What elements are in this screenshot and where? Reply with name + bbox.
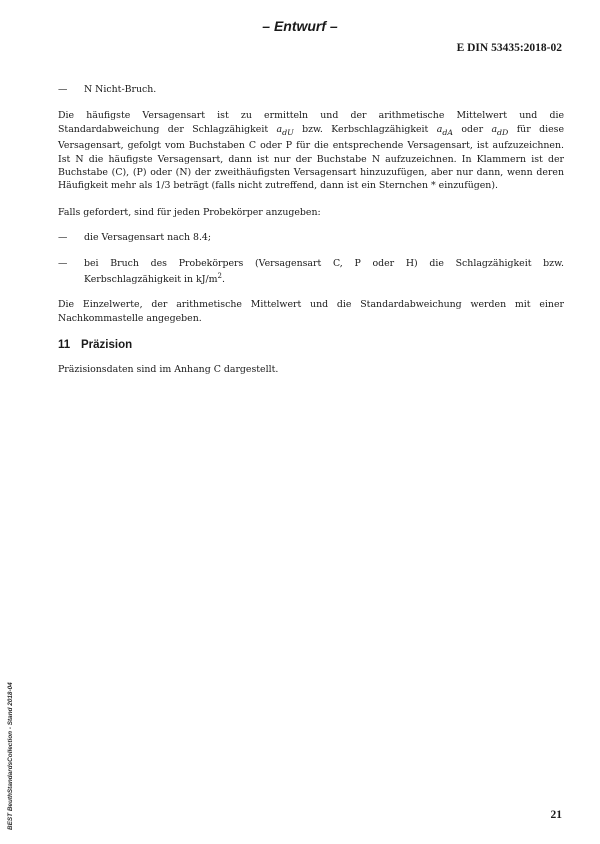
- list-item-bruch: [58, 257, 564, 287]
- list-item-text: N Nicht-Bruch.: [84, 84, 157, 95]
- para-text: oder: [452, 123, 492, 135]
- dash-bullet: —: [58, 84, 68, 95]
- list-item-nicht-bruch: [58, 83, 564, 96]
- section-heading: [58, 339, 564, 352]
- section-number: 11: [58, 339, 71, 352]
- variable-adD: $a_{dD}$: [491, 123, 509, 137]
- para-text: für diese Versagensart, gefolgt vom Buchstaben C oder P für die entsprechende Versagensart, ist aufzuzeichnen. Ist N die häufigste Versagensart, dann ist nur der Buchstabe N aufzuzeichnen. In Klammern ist der Buchstabe (C), (P) oder (N) der zweithäufigsten Versagensart hinzuzufügen, aber nur dann, wenn deren Häufigkeit mehr als 1/3 beträgt (falls nicht zutreffend, dann ist ein Sternchen * einzufügen).: [58, 123, 565, 192]
- dash-bullet: —: [58, 232, 68, 244]
- paragraph-praezisionsdaten: Präzisionsdaten sind im Anhang C dargestellt.: [58, 363, 279, 375]
- paragraph-falls-gefordert: Falls gefordert, sind für jeden Probekörper anzugeben:: [58, 206, 321, 218]
- list-item-text: die Versagensart nach 8.4;: [84, 232, 212, 244]
- side-watermark-text: BEST BeuthStandardsCollection - Stand 2018-04: [7, 682, 14, 830]
- list-item-versagensart: [58, 231, 564, 244]
- para-text: bzw. Kerbschlagzähigkeit: [293, 123, 437, 135]
- document-body: [58, 83, 564, 376]
- list-item-text: bei Bruch des Probekörpers (Versagensart C, P oder H) die Schlagzähigkeit bzw. Kerbschlagzähigkeit in $kJ/m^2$.: [84, 257, 564, 286]
- draft-title: – Entwurf –: [262, 18, 338, 34]
- variable-adA: $a_{dA}$: [436, 123, 453, 137]
- variable-adU: $a_{dU}$: [276, 123, 294, 137]
- page-number: 21: [550, 809, 562, 821]
- dash-bullet: —: [58, 257, 68, 269]
- paragraph-einzelwerte: Die Einzelwerte, der arithmetische Mittelwert und die Standardabweichung werden mit einer Nachkommastelle angegeben.: [58, 299, 564, 324]
- document-id: E DIN 53435:2018-02: [456, 42, 562, 54]
- section-title: Präzision: [81, 339, 133, 352]
- paragraph-versagensart: [58, 109, 564, 192]
- para-text: Die häufigste Versagensart ist zu ermitteln und der arithmetische Mittelwert und die Standardabweichung der Schlagzähigkeit: [58, 110, 564, 135]
